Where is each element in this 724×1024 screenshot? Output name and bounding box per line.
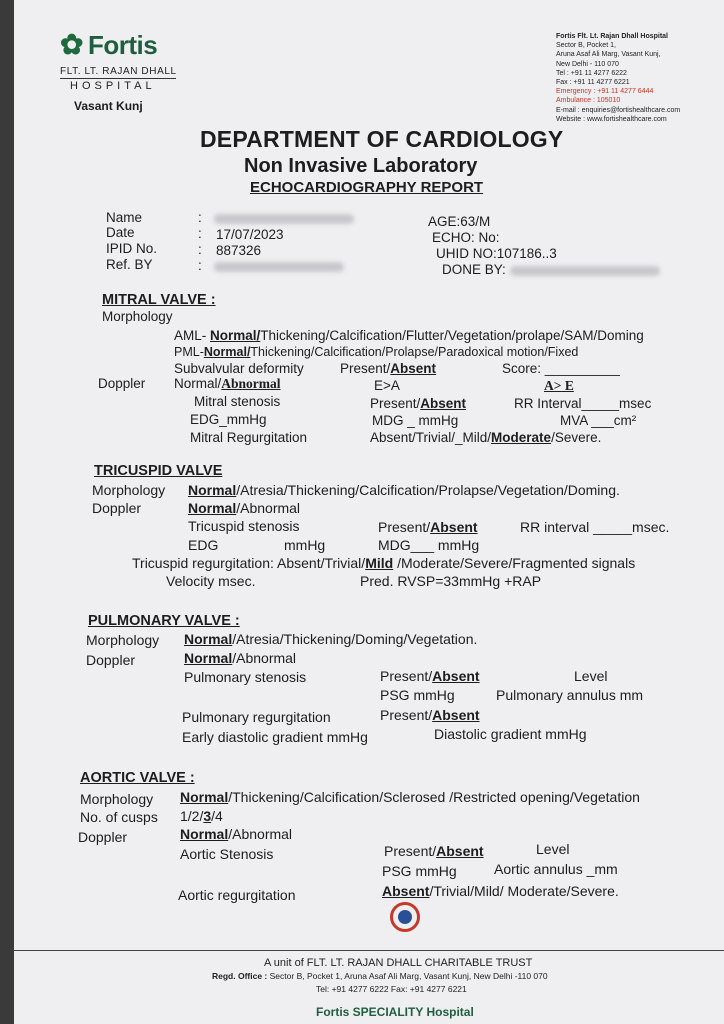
age-value: AGE:63/M	[428, 214, 491, 229]
aortic-annulus: Aortic annulus _mm	[494, 861, 618, 877]
aortic-stenosis-value: Present/Absent	[384, 843, 484, 859]
tricuspid-morphology-value: Normal/Atresia/Thickening/Calcification/Prolapse/Vegetation/Doming.	[188, 482, 620, 498]
tricuspid-mdg: MDG___ mmHg	[378, 537, 480, 553]
name-label: Name	[106, 210, 143, 225]
ipid-label: IPID No.	[106, 241, 158, 256]
tricuspid-stenosis-value: Present/Absent	[378, 519, 478, 535]
addr-line: New Delhi - 110 070	[556, 60, 619, 68]
mitral-aml-line: AML- Normal/Thickening/Calcification/Flutter/Vegetation/prolape/SAM/Doming	[174, 328, 644, 343]
mitral-mva: MVA ___cm²	[560, 413, 637, 428]
aortic-section-title: AORTIC VALVE :	[80, 770, 195, 786]
mitral-section-title: MITRAL VALVE :	[102, 292, 216, 308]
mitral-a-e: A> E	[544, 378, 574, 393]
tricuspid-velocity: Velocity msec.	[166, 573, 256, 589]
mitral-subvalvular-label: Subvalvular deformity	[174, 361, 304, 376]
addr-line: Fax : +91 11 4277 6221	[556, 79, 630, 87]
pulmonary-regurgitation-label: Pulmonary regurgitation	[182, 709, 331, 725]
logo-wordmark: Fortis	[88, 30, 158, 60]
ref-label: Ref. BY	[106, 257, 153, 272]
date-label: Date	[106, 225, 135, 240]
aortic-morphology-value: Normal/Thickening/Calcification/Sclerosed /Restricted opening/Vegetation	[180, 789, 640, 805]
aortic-regurgitation-label: Aortic regurgitation	[178, 887, 296, 903]
colon: :	[198, 210, 202, 225]
mitral-subvalvular-value: Present/Absent	[340, 361, 437, 376]
logo-subtitle: FLT. LT. RAJAN DHALL	[60, 66, 177, 77]
pulmonary-regurgitation-value: Present/Absent	[380, 707, 480, 723]
mitral-pml-line: PML-Normal/Thickening/Calcification/Prolapse/Paradoxical motion/Fixed	[174, 345, 579, 359]
mitral-edg: EDG_mmHg	[190, 412, 267, 427]
redacted-name	[214, 214, 354, 224]
aortic-stenosis-label: Aortic Stenosis	[180, 846, 274, 862]
pulmonary-stenosis-value: Present/Absent	[380, 668, 480, 684]
redacted-ref	[214, 262, 344, 272]
mitral-mdg: MDG _ mmHg	[372, 413, 459, 428]
tricuspid-morphology-label: Morphology	[92, 482, 166, 498]
addr-line: Sector B, Pocket 1,	[556, 42, 616, 50]
mitral-morphology-label: Morphology	[102, 309, 173, 324]
mitral-e-a: E>A	[374, 378, 400, 393]
aortic-level: Level	[536, 841, 570, 857]
aortic-doppler-label: Doppler	[78, 829, 128, 845]
ipid-value: 887326	[216, 243, 262, 258]
aortic-cusps-label: No. of cusps	[80, 809, 158, 825]
redacted-done-by	[510, 266, 660, 276]
pulmonary-morphology-value: Normal/Atresia/Thickening/Doming/Vegetation.	[184, 631, 478, 647]
mitral-doppler-value: Normal/Abnormal	[174, 376, 281, 391]
done-by-label: DONE BY:	[442, 262, 506, 277]
footer-trust-line: A unit of FLT. LT. RAJAN DHALL CHARITABLE TRUST	[264, 957, 533, 969]
lab-title: Non Invasive Laboratory	[244, 155, 478, 177]
pulmonary-early-diastolic: Early diastolic gradient mmHg	[182, 729, 368, 745]
tricuspid-section-title: TRICUSPID VALVE	[94, 463, 223, 479]
aortic-cusps-value: 1/2/3/4	[180, 808, 223, 824]
pulmonary-annulus: Pulmonary annulus mm	[496, 687, 644, 703]
tricuspid-rr-interval: RR interval _____msec.	[520, 519, 670, 535]
mitral-rr-interval: RR Interval_____msec	[514, 396, 652, 411]
mitral-stenosis-value: Present/Absent	[370, 396, 467, 411]
footer-logo: Fortis SPECIALITY Hospital	[316, 1005, 474, 1019]
addr-line: Emergency : +91 11 4277 6444	[556, 88, 654, 96]
mitral-regurgitation-label: Mitral Regurgitation	[190, 430, 308, 445]
mitral-stenosis-label: Mitral stenosis	[194, 394, 281, 409]
date-value: 17/07/2023	[216, 227, 284, 242]
addr-line: Fortis Flt. Lt. Rajan Dhall Hospital	[556, 33, 669, 40]
echo-no: ECHO: No:	[432, 230, 500, 245]
seal-center-icon	[398, 910, 412, 924]
mitral-doppler-label: Doppler	[98, 376, 146, 391]
colon: :	[198, 242, 202, 257]
aortic-psg: PSG mmHg	[382, 863, 457, 879]
logo-hospital: HOSPITAL	[70, 80, 156, 92]
addr-line: Tel : +91 11 4277 6222	[556, 69, 627, 77]
report-title: ECHOCARDIOGRAPHY REPORT	[250, 179, 484, 196]
logo-divider	[60, 78, 176, 79]
aortic-morphology-label: Morphology	[80, 791, 154, 807]
addr-line: Website : www.fortishealthcare.com	[556, 115, 667, 123]
logo-location: Vasant Kunj	[74, 99, 143, 113]
tricuspid-doppler-label: Doppler	[92, 500, 142, 516]
colon: :	[198, 226, 202, 241]
tricuspid-regurgitation: Tricuspid regurgitation: Absent/Trivial/Mild /Moderate/Severe/Fragmented signals	[132, 555, 636, 571]
footer-divider	[14, 950, 724, 951]
tricuspid-edg: EDG	[188, 537, 219, 553]
pulmonary-stenosis-label: Pulmonary stenosis	[184, 669, 307, 685]
addr-line: Aruna Asaf Ali Marg, Vasant Kunj,	[556, 51, 661, 59]
pulmonary-level: Level	[574, 668, 608, 684]
mitral-regurgitation-value: Absent/Trivial/_Mild/Moderate/Severe.	[370, 430, 602, 445]
addr-line: Ambulance : 105010	[556, 97, 621, 105]
tricuspid-stenosis-label: Tricuspid stenosis	[188, 518, 300, 534]
addr-line: E-mail : enquiries@fortishealthcare.com	[556, 106, 681, 114]
pulmonary-doppler-label: Doppler	[86, 652, 136, 668]
report-page	[14, 0, 724, 1024]
footer-tel-fax: Tel: +91 4277 6222 Fax: +91 4277 6221	[316, 984, 467, 994]
mitral-score: Score: __________	[502, 361, 620, 376]
pulmonary-psg: PSG mmHg	[380, 687, 455, 703]
pulmonary-doppler-value: Normal/Abnormal	[184, 650, 297, 666]
aortic-regurgitation-value: Absent/Trivial/Mild/ Moderate/Severe.	[382, 883, 619, 899]
pulmonary-morphology-label: Morphology	[86, 632, 160, 648]
uhid-value: UHID NO:107186..3	[436, 246, 557, 261]
colon: :	[198, 258, 202, 273]
hospital-address-block	[556, 32, 680, 124]
aortic-doppler-value: Normal/Abnormal	[180, 826, 293, 842]
footer-regd-office: Regd. Office : Sector B, Pocket 1, Aruna Asaf Ali Marg, Vasant Kunj, New Delhi -110 070	[212, 971, 548, 981]
fortis-logo-icon: ✿	[60, 29, 84, 60]
department-title: DEPARTMENT OF CARDIOLOGY	[200, 126, 564, 152]
pulmonary-diastolic-gradient: Diastolic gradient mmHg	[434, 726, 587, 742]
tricuspid-rvsp: Pred. RVSP=33mmHg +RAP	[360, 573, 542, 589]
pulmonary-section-title: PULMONARY VALVE :	[88, 613, 240, 629]
tricuspid-edg-unit: mmHg	[284, 537, 326, 553]
tricuspid-doppler-value: Normal/Abnormal	[188, 500, 301, 516]
